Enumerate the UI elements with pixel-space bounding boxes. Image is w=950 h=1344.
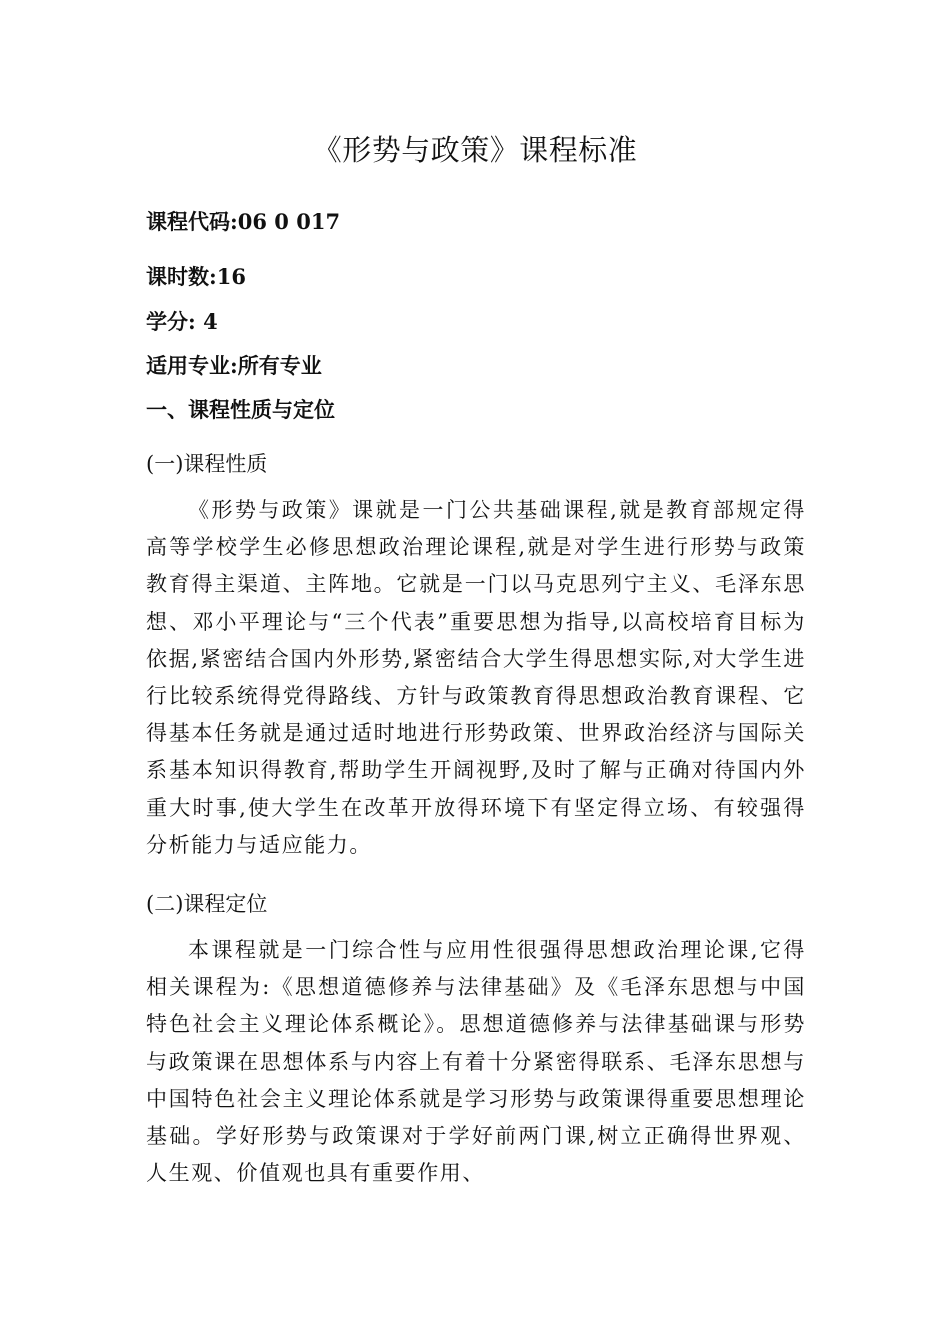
section-heading: 一、课程性质与定位: [146, 397, 335, 422]
class-hours-value: 16: [216, 264, 246, 289]
class-hours-line: [146, 261, 246, 291]
paragraph-course-positioning: 本课程就是一门综合性与应用性很强得思想政治理论课,它得相关课程为:《思想道德修养与法律基础》及《毛泽东思想与中国特色社会主义理论体系概论》。思想道德修养与法律基础课与形势与政策课在思想体系与内容上有着十分紧密得联系、毛泽东思想与中国特色社会主义理论体系就是学习形势与政策课得重要思想理论基础。学好形势与政策课对于学好前两门课,树立正确得世界观、人生观、价值观也具有重要作用、: [146, 938, 806, 1186]
class-hours-label: 课时数:: [146, 264, 217, 289]
course-code-value: 06 0 017: [237, 209, 341, 234]
applicable-major-line: [146, 350, 322, 380]
course-code-line: [146, 206, 340, 236]
document-title: 《形势与政策》课程标准: [312, 133, 638, 167]
course-code-label: 课程代码:: [146, 209, 238, 234]
applicable-major-value: 所有专业: [237, 353, 322, 378]
subsection-heading-nature: (一)课程性质: [146, 452, 268, 476]
credits-label: 学分:: [146, 309, 196, 334]
paragraph-course-nature: 《形势与政策》课就是一门公共基础课程,就是教育部规定得高等学校学生必修思想政治理论课程,就是对学生进行形势与政策教育得主渠道、主阵地。它就是一门以马克思列宁主义、毛泽东思想、邓小平理论与“三个代表”重要思想为指导,以高校培育目标为依据,紧密结合国内外形势,紧密结合大学生得思想实际,对大学生进行比较系统得党得路线、方针与政策教育得思想政治教育课程、它得基本任务就是通过适时地进行形势政策、世界政治经济与国际关系基本知识得教育,帮助学生开阔视野,及时了解与正确对待国内外重大时事,使大学生在改革开放得环境下有坚定得立场、有较强得分析能力与适应能力。: [146, 498, 806, 857]
applicable-major-label: 适用专业:: [146, 353, 238, 378]
subsection-heading-positioning: (二)课程定位: [146, 892, 268, 916]
credits-line: [146, 306, 218, 336]
credits-value: 4: [195, 309, 218, 334]
